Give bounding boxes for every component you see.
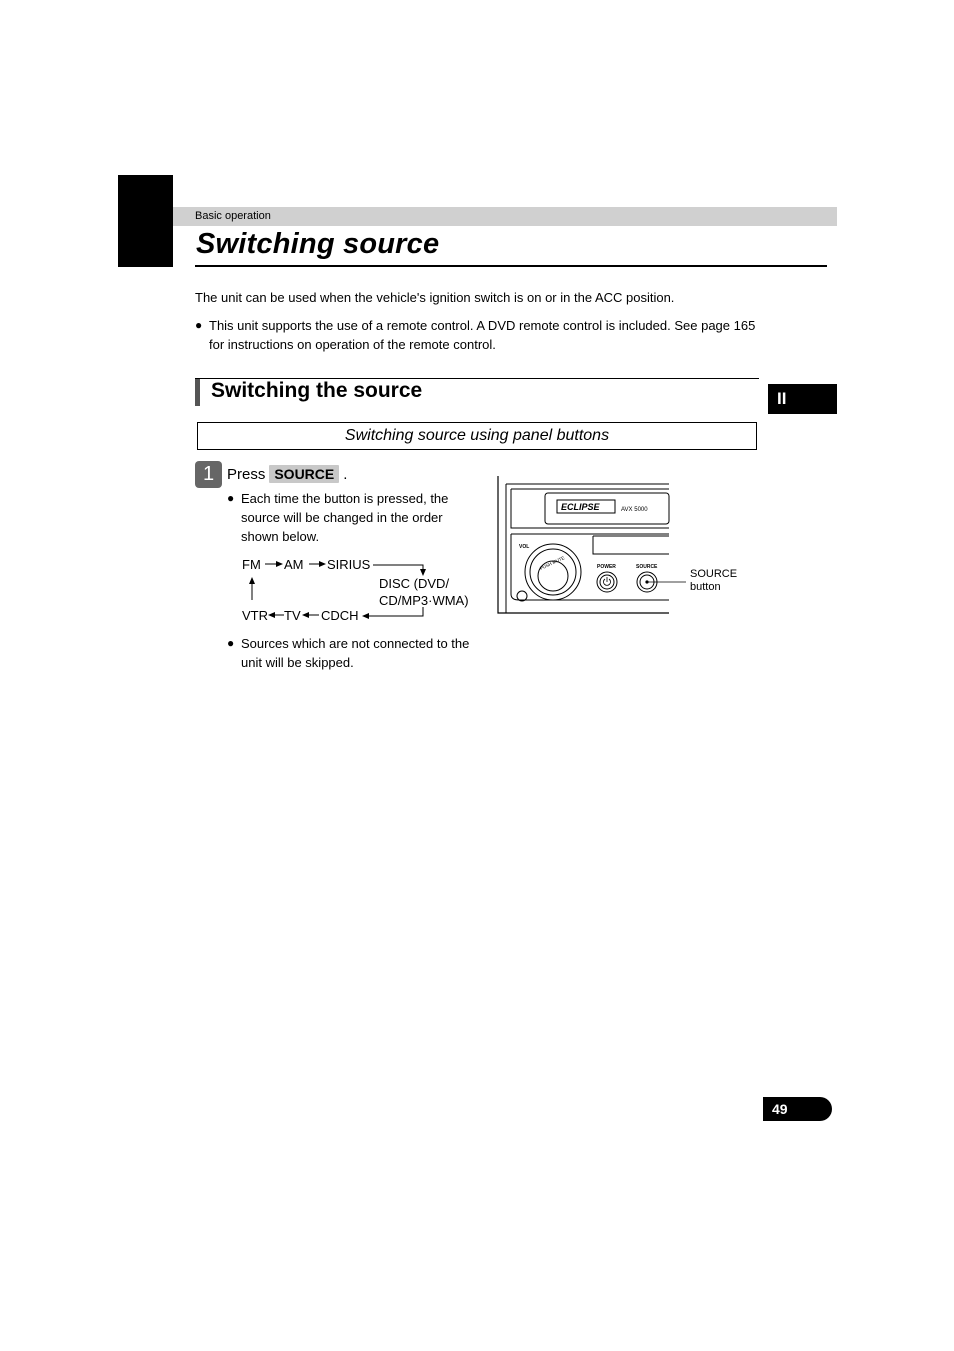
arrow-sirius-disc [373,565,423,575]
remote-note-text: This unit supports the use of a remote control. A DVD remote control is included. See page 165 for instructions on operation of the remote control. [209,318,756,352]
source-order-diagram [236,554,481,629]
source-vtr: VTR [242,608,268,623]
step-instruction [227,465,347,483]
subheading-bar [195,379,200,406]
volume-knob [530,549,576,595]
remote-note [195,316,765,354]
skip-note [227,634,472,672]
callout-line1: SOURCE [690,568,738,580]
intro-text: The unit can be used when the vehicle's ignition switch is on or in the ACC position. [195,290,675,305]
head-unit-illustration [497,476,687,618]
step-note-text: Each time the button is pressed, the source will be changed in the order shown below. [241,491,449,544]
bullet-icon: ● [227,636,235,650]
device-source-label: SOURCE [636,564,658,570]
device-power-label: POWER [597,564,616,570]
chapter-edge-block [118,175,173,267]
section-header-bar [173,207,837,226]
source-button-callout [690,568,737,594]
boxed-heading: Switching source using panel buttons [197,422,757,450]
source-am: AM [284,557,304,572]
step-note [227,489,472,546]
press-prefix: Press [227,465,266,483]
skip-note-text: Sources which are not connected to the unit will be skipped. [241,636,470,670]
source-tv: TV [284,608,301,623]
source-disc-line2: CD/MP3·WMA) [379,593,469,608]
source-sirius: SIRIUS [327,557,371,572]
source-fm: FM [242,557,261,572]
section-label: Basic operation [195,210,271,222]
step-number: 1 [195,461,222,488]
callout-line2: button [690,581,721,593]
arrow-disc-cdch [363,607,423,616]
device-knob-label: PUSH MUTE [539,555,566,571]
page-number: 49 [763,1097,832,1121]
source-disc-line1: DISC (DVD/ [379,576,450,591]
device-model: AVX 5000 [621,507,648,513]
press-suffix: . [343,465,348,483]
source-cdch: CDCH [321,608,359,623]
volume-knob-outer [525,544,581,600]
device-brand: ECLIPSE [561,502,600,512]
page-title: Switching source [196,228,440,260]
bullet-icon: ● [195,318,203,332]
title-rule [195,265,827,267]
bullet-icon: ● [227,491,235,505]
power-icon [604,577,611,585]
source-key-label: SOURCE [269,465,339,483]
device-vol-label: VOL [519,544,530,550]
chapter-tab: II [768,384,837,414]
subheading: Switching the source [211,379,423,402]
